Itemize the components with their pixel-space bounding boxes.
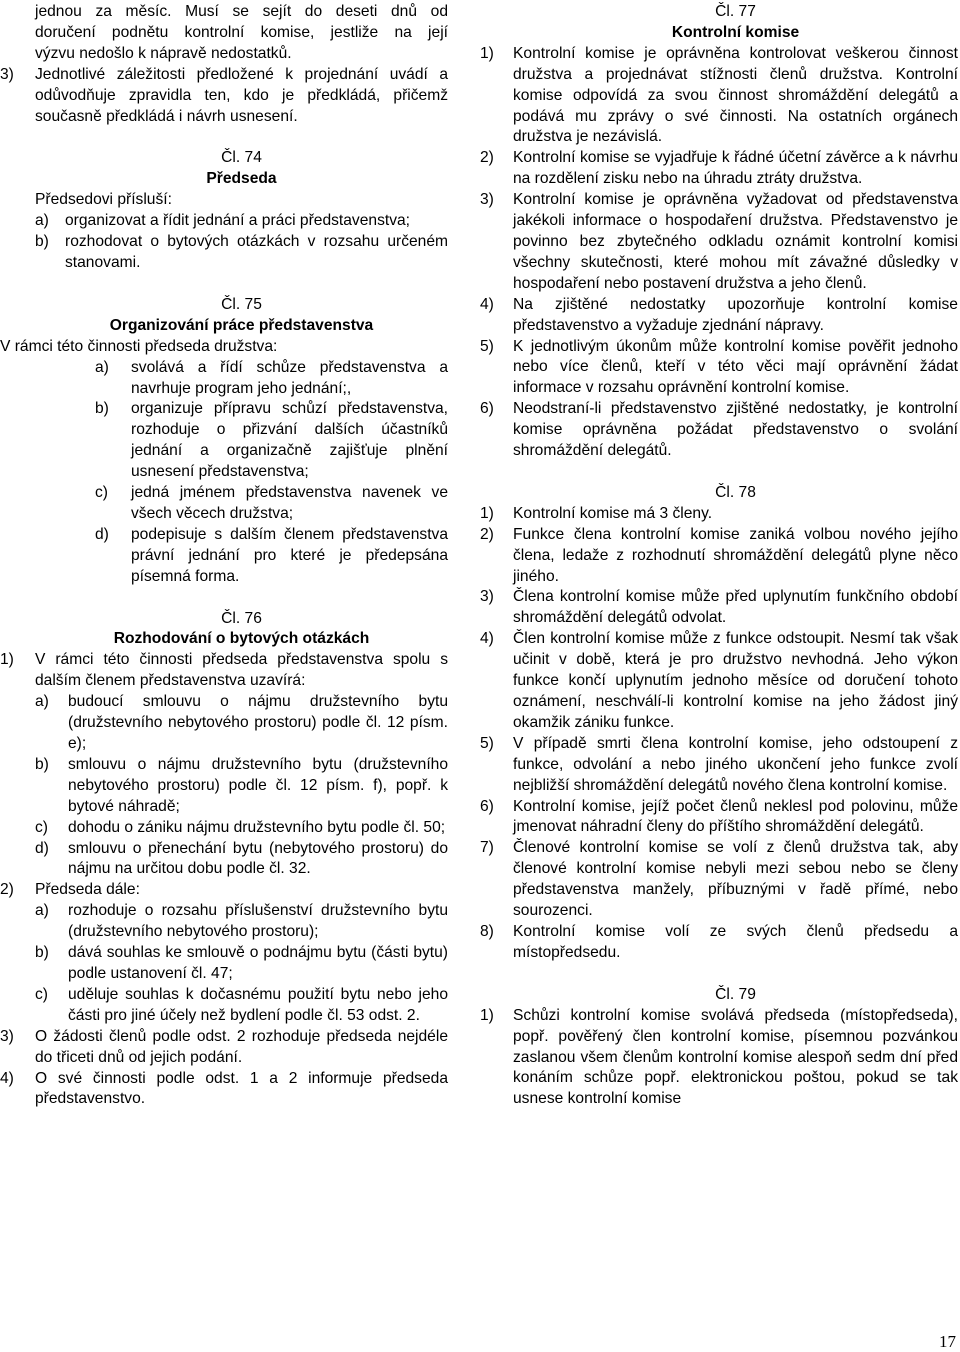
paragraph-text: V rámci této činnosti předseda představenstva spolu s dalším členem představenstva uzavírá: xyxy=(35,651,448,690)
paragraph-4 xyxy=(0,1069,448,1111)
text-line: doručení podnětu kontrolní komise, jestliže na její xyxy=(35,23,448,41)
paragraph-2 xyxy=(0,880,448,901)
item-text: rozhoduje o rozsahu příslušenství družstevního bytu (družstevního nebytového prostoru); xyxy=(68,902,448,941)
paragraph-text: Předseda dále: xyxy=(35,881,140,899)
text-line: výzvu nedošlo k nápravě nedostatků. xyxy=(35,44,292,62)
list-item xyxy=(95,399,448,483)
item-marker: d) xyxy=(35,839,49,857)
item-marker: b) xyxy=(35,755,49,773)
item-text: uděluje souhlas k dočasnému použití bytu nebo jeho části pro jiné účely než bydlení podle čl. 53 odst. 2. xyxy=(68,985,448,1024)
list-item xyxy=(35,985,448,1027)
list-item xyxy=(35,211,448,232)
item-marker: 2) xyxy=(480,525,494,543)
paragraph-4 xyxy=(480,629,958,734)
item-marker: a) xyxy=(35,693,49,711)
paragraph-text: O své činnosti podle odst. 1 a 2 informuje předseda představenstvo. xyxy=(35,1069,448,1108)
item-text: smlouvu o nájmu družstevního bytu (družstevního nebytového prostoru) podle čl. 12 písm. f), popř. k bytové náhradě; xyxy=(68,755,448,815)
article-lead: V rámci této činnosti předseda družstva: xyxy=(0,337,278,355)
article-number: Čl. 74 xyxy=(221,149,262,167)
paragraph-5 xyxy=(480,734,958,797)
paragraph-text: Na zjištěné nedostatky upozorňuje kontrolní komise představenstvo a vyžaduje zjednání nápravy. xyxy=(513,295,958,334)
paragraph-text: Jednotlivé záležitosti předložené k projednání uvádí a odůvodňuje zpravidla ten, kdo je předkládá, přičemž současně předkládá i návrh usnesení. xyxy=(35,65,448,125)
item-marker: 3) xyxy=(480,588,494,606)
item-marker: 8) xyxy=(480,922,494,940)
paragraph-3 xyxy=(480,587,958,629)
paragraph-text: Kontrolní komise, jejíž počet členů neklesl pod polovinu, může jmenovat náhradní členy do příštího shromáždění delegátů. xyxy=(513,797,958,836)
item-marker: 4) xyxy=(480,295,494,313)
paragraph-text: Neodstraní-li představenstvo zjištěné nedostatky, je kontrolní komise oprávněna požádat představenstvo o svolání shromáždění delegátů. xyxy=(513,400,958,460)
item-marker: a) xyxy=(35,212,49,230)
item-text: podepisuje s dalším členem představenstva právní jednání pro které je předepsána písemná forma. xyxy=(131,525,448,585)
item-marker: b) xyxy=(35,944,49,962)
item-marker: b) xyxy=(35,233,49,251)
item-marker: 3) xyxy=(480,191,494,209)
item-text: rozhodovat o bytových otázkách v rozsahu určeném stanovami. xyxy=(65,233,448,271)
paragraph-text: Člen kontrolní komise může z funkce odstoupit. Nesmí tak však učinit v době, která je pro družstvo nevhodná. Jeho výkon funkce končí uplynutím jednoho měsíce od doručení tohoto oznámení, neschválí-li kontrolní komise na jeho žádost jiný okamžik zániku funkce. xyxy=(513,630,958,731)
item-marker: 3) xyxy=(0,1027,14,1045)
list-item xyxy=(35,755,448,818)
article-title: Předseda xyxy=(206,170,277,188)
paragraph-text: Kontrolní komise má 3 členy. xyxy=(513,504,713,522)
article-number: Čl. 78 xyxy=(715,483,756,501)
item-marker: 5) xyxy=(480,337,494,355)
paragraph-2 xyxy=(480,525,958,588)
article-title: Rozhodování o bytových otázkách xyxy=(113,630,370,648)
article-number: Čl. 77 xyxy=(715,3,756,20)
paragraph-text: Funkce člena kontrolní komise zaniká volbou nového jejího člena, ledaže z rozhodnutí shromáždění delegátů plyne něco jiného. xyxy=(513,525,958,585)
article-number: Čl. 75 xyxy=(221,295,262,313)
paragraph-text: O žádosti členů podle odst. 2 rozhoduje předseda nejdéle do třiceti dnů od jejich podání. xyxy=(35,1027,448,1066)
item-marker: a) xyxy=(95,358,109,376)
paragraph-4 xyxy=(480,295,958,337)
item-marker: b) xyxy=(95,400,109,418)
item-marker: c) xyxy=(35,985,48,1003)
list-item xyxy=(35,943,448,985)
list-item xyxy=(35,232,448,274)
paragraph-text: Kontrolní komise se vyjadřuje k řádné účetní závěrce a k návrhu na rozdělení zisku nebo na úhradu ztráty družstva. xyxy=(513,149,958,188)
paragraph-8 xyxy=(480,922,958,964)
item-marker: 1) xyxy=(480,504,494,522)
item-text: svolává a řídí schůze představenstva a navrhuje program jeho jednání;, xyxy=(131,358,448,397)
item-marker: d) xyxy=(95,525,109,543)
item-text: dává souhlas ke smlouvě o podnájmu bytu (části bytu) podle ustanovení čl. 47; xyxy=(68,944,448,982)
article-number: Čl. 79 xyxy=(715,985,756,1003)
list-item xyxy=(35,901,448,943)
item-marker: a) xyxy=(35,902,49,920)
paragraph-1 xyxy=(480,44,958,149)
article-title: Organizování práce představenstva xyxy=(109,316,374,334)
paragraph-3 xyxy=(480,190,958,295)
paragraph-text: K jednotlivým úkonům může kontrolní komise pověřit jednoho nebo více členů, kteří v této věci mají oprávnění žádat informace v rozsahu oprávnění kontrolní komise. xyxy=(513,337,958,397)
list-item xyxy=(95,525,448,588)
item-marker: 7) xyxy=(480,839,494,857)
item-text: dohodu o zániku nájmu družstevního bytu podle čl. 50; xyxy=(68,818,446,836)
item-marker: c) xyxy=(35,818,48,836)
paragraph-1 xyxy=(480,504,958,525)
paragraph-text: Členové kontrolní komise se volí z členů družstva tak, aby členové kontrolní komise nebyli mezi sebou nebo se členy představenstva manžely, příbuznými v řadě přímé, nebo sourozenci. xyxy=(513,839,958,920)
item-marker: 2) xyxy=(0,881,14,899)
item-marker: c) xyxy=(95,484,108,502)
item-marker: 6) xyxy=(480,797,494,815)
item-text: organizuje přípravu schůzí představenstva, rozhoduje o přizvání dalších účastníků jednání a organizačně zajišťuje plnění usnesení představenstva; xyxy=(131,400,448,481)
paragraph-2 xyxy=(480,148,958,190)
paragraph-text: V případě smrti člena kontrolní komise, jeho odstoupení z funkce, odvolání a nebo jiného ukončení jeho funkce zvolí nejbližší shromáždění delegátů nového člena kontrolní komise. xyxy=(513,734,958,794)
item-marker: 4) xyxy=(0,1069,14,1087)
article-title: Kontrolní komise xyxy=(671,23,800,41)
list-item xyxy=(95,358,448,400)
paragraph-3 xyxy=(0,65,448,128)
paragraph-1 xyxy=(0,650,448,692)
article-number: Čl. 76 xyxy=(221,609,262,627)
paragraph-7 xyxy=(480,838,958,922)
paragraph-text: Kontrolní komise je oprávněna vyžadovat od představenstva jakékoli informace o hospodaření družstva. Představenstvo je povinno bez zbytečného odkladu oznámit kontrolní komisi všechny skutečnosti, které mohou mít závažné důsledky v hospodaření nebo postavení družstva a jeho členů. xyxy=(513,191,958,292)
page-number: 17 xyxy=(939,1332,956,1351)
paragraph-6 xyxy=(480,797,958,839)
item-marker: 2) xyxy=(480,149,494,167)
text-line: jednou za měsíc. Musí se sejít do deseti dnů od xyxy=(35,3,448,20)
list-item xyxy=(95,483,448,525)
item-marker: 6) xyxy=(480,400,494,418)
paragraph-6 xyxy=(480,399,958,462)
item-marker: 4) xyxy=(480,630,494,648)
right-column xyxy=(480,2,958,1110)
list-item xyxy=(35,818,448,839)
paragraph-text: Člena kontrolní komise může před uplynutím funkčního období shromáždění delegátů odvolat. xyxy=(513,588,958,627)
list-item xyxy=(35,692,448,755)
item-text: jedná jménem představenstva navenek ve všech věcech družstva; xyxy=(131,484,448,522)
left-column xyxy=(0,2,448,1110)
item-marker: 1) xyxy=(0,651,14,669)
list-item xyxy=(35,839,448,881)
item-text: budoucí smlouvu o nájmu družstevního bytu (družstevního nebytového prostoru) podle čl. 12 písm. e); xyxy=(68,693,448,752)
paragraph-3 xyxy=(0,1027,448,1069)
item-text: organizovat a řídit jednání a práci představenstva; xyxy=(65,212,410,230)
paragraph-text: Kontrolní komise je oprávněna kontrolovat veškerou činnost družstva a projednávat stížnosti členů družstva. Kontrolní komise odpovídá za svou činnost shromáždění delegátů a podává mu zprávy o své činnosti. Na ostatních orgánech družstva je nezávislá. xyxy=(513,44,958,146)
item-text: smlouvu o přenechání bytu (nebytového prostoru) do nájmu na určitou dobu podle čl. 32. xyxy=(68,839,448,878)
paragraph-text: Kontrolní komise volí ze svých členů předsedu a místopředsedu. xyxy=(513,922,958,961)
paragraph-1 xyxy=(480,1006,958,1111)
item-marker: 3) xyxy=(0,65,14,83)
paragraph-text: Schůzi kontrolní komise svolává předseda (místopředseda), popř. pověřený člen kontrolní komise, písemnou pozvánkou zaslanou všem členům kontrolní komise alespoň sedm dní před konáním schůze popř. elektronickou poštou, pokud se tak usnese kontrolní komise xyxy=(513,1006,958,1108)
item-marker: 5) xyxy=(480,734,494,752)
item-marker: 1) xyxy=(480,1006,494,1024)
item-marker: 1) xyxy=(480,44,494,62)
article-lead: Předsedovi přísluší: xyxy=(35,191,172,209)
paragraph-5 xyxy=(480,337,958,400)
